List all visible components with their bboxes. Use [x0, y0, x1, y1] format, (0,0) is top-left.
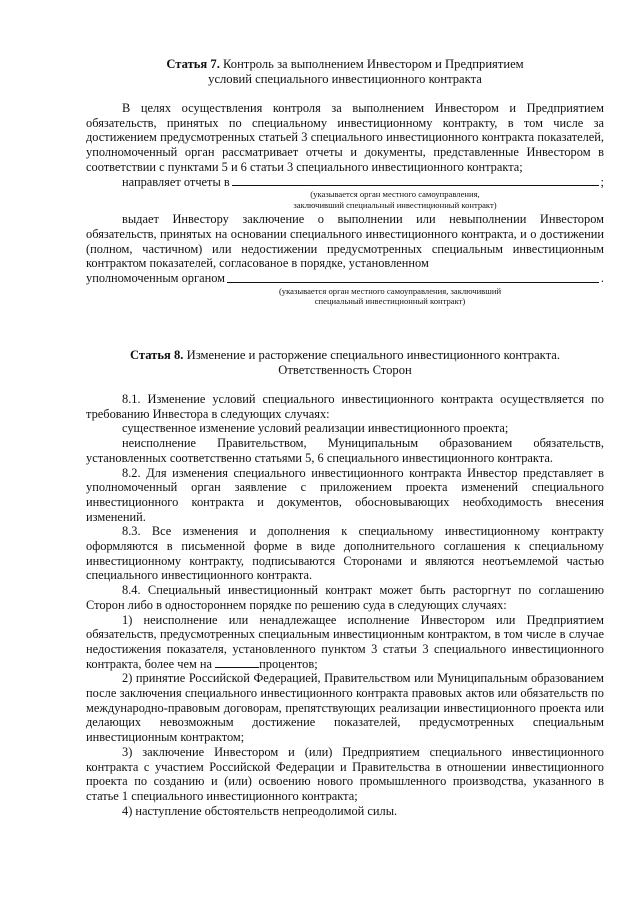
- authority-prefix: уполномоченным органом: [86, 271, 226, 286]
- clause-8-3: 8.3. Все изменения и дополнения к специальному инвестиционному контракту оформляются в письменной форме в виде дополнительного соглашения к специальному инвестиционному контракту, подписываются Сторонами и являются неотъемлемой частью специального инвестиционного контракта.: [86, 524, 604, 583]
- reports-blank: [232, 185, 599, 186]
- article-8-title-line2: Ответственность Сторон: [278, 363, 412, 377]
- reports-line: [86, 175, 604, 190]
- article-8-heading: [86, 348, 604, 378]
- clause-8-4-4: 4) наступление обстоятельств непреодолимой силы.: [122, 803, 398, 818]
- reports-prefix: направляет отчеты в: [122, 174, 230, 189]
- authority-blank: [227, 282, 599, 283]
- article-7-title-line2: условий специального инвестиционного контракта: [208, 72, 482, 86]
- reports-suffix: ;: [600, 174, 604, 189]
- percent-blank: [215, 657, 259, 668]
- clause-8-4-1-end: процентов;: [259, 656, 318, 671]
- clause-8-1: 8.1. Изменение условий специального инвестиционного контракта осуществляется по требованию Инвестора в следующих случаях:: [86, 392, 604, 421]
- authority-suffix: .: [600, 271, 604, 286]
- article-7-intro: В целях осуществления контроля за выполнением Инвестором и Предприятием обязательств, принятых по специальному инвестиционному контракту, в том числе за достижением предусмотренных статьей 3 специального инвестиционного контракта показателей, уполномоченный орган рассматривает отчеты и документы, представленные Инвестором в соответствии с пунктами 5 и 6 статьи 3 специального инвестиционного контракта;: [86, 101, 604, 174]
- article-7-title-line1: Контроль за выполнением Инвестором и Предприятием: [223, 57, 524, 71]
- authority-caption: [86, 286, 604, 307]
- authority-caption-line1: (указывается орган местного самоуправления, заключивший: [278, 285, 502, 296]
- clause-8-4-1-text: 1) неисполнение или ненадлежащее исполнение Инвестором или Предприятием обязательств, предусмотренных специальным инвестиционным контрактом, в том числе в случае недостижения показателя, установленного пунктом 3 статьи 3 специального инвестиционного контракта, более чем на: [86, 612, 604, 671]
- reports-caption-line1: (указывается орган местного самоуправления,: [310, 189, 480, 200]
- clause-8-1-b: неисполнение Правительством, Муниципальным образованием обязательств, установленных соответственно статьями 5, 6 специального инвестиционного контракта.: [86, 436, 604, 465]
- article-7-heading: [86, 57, 604, 87]
- reports-caption-line2: заключивший специальный инвестиционный контракт): [293, 199, 497, 210]
- clause-8-2: 8.2. Для изменения специального инвестиционного контракта Инвестор представляет в уполномоченный орган заявление с приложением проекта изменений специального инвестиционного контракта и документов, обосновывающих необходимость внесения изменений.: [86, 465, 604, 524]
- clause-8-4-2: 2) принятие Российской Федерацией, Правительством или Муниципальным образованием после заключения специального инвестиционного контракта правовых актов или обязательств по международно-правовым договорам, препятствующих реализации инвестиционного проекта или делающих невозможным достижение показателей, предусмотренных специальным инвестиционным контрактом;: [86, 671, 604, 745]
- article-8-body: [86, 392, 604, 818]
- authority-caption-line2: специальный инвестиционный контракт): [314, 296, 466, 307]
- clause-8-1-a: существенное изменение условий реализации инвестиционного проекта;: [122, 421, 509, 436]
- article-8-number: Статья 8.: [129, 348, 184, 362]
- reports-caption: [86, 189, 604, 210]
- clause-8-4-3: 3) заключение Инвестором и (или) Предприятием специального инвестиционного контракта с участием Российской Федерации и Правительства в отношении инвестиционного проекта по созданию и (или) освоению нового промышленного производства, указанного в статье 1 специального инвестиционного контракта;: [86, 744, 604, 803]
- article-8-title-line1: Изменение и расторжение специального инвестиционного контракта.: [186, 348, 561, 362]
- article-7-conclusion: выдает Инвестору заключение о выполнении или невыполнении Инвестором обязательств, принятых на основании специального инвестиционного контракта, и о достижении (полном, частичном) или недостижении предусмотренных специальным инвестиционным контрактом показателей, согласованое в порядке, установленном: [86, 212, 604, 271]
- article-7-number: Статья 7.: [166, 57, 220, 71]
- article-7-body: [86, 101, 604, 307]
- clause-8-4: 8.4. Специальный инвестиционный контракт может быть расторгнут по соглашению Сторон либо в одностороннем порядке по решению суда в следующих случаях:: [86, 583, 604, 612]
- clause-8-4-1: [86, 613, 604, 672]
- authority-line: [86, 271, 604, 286]
